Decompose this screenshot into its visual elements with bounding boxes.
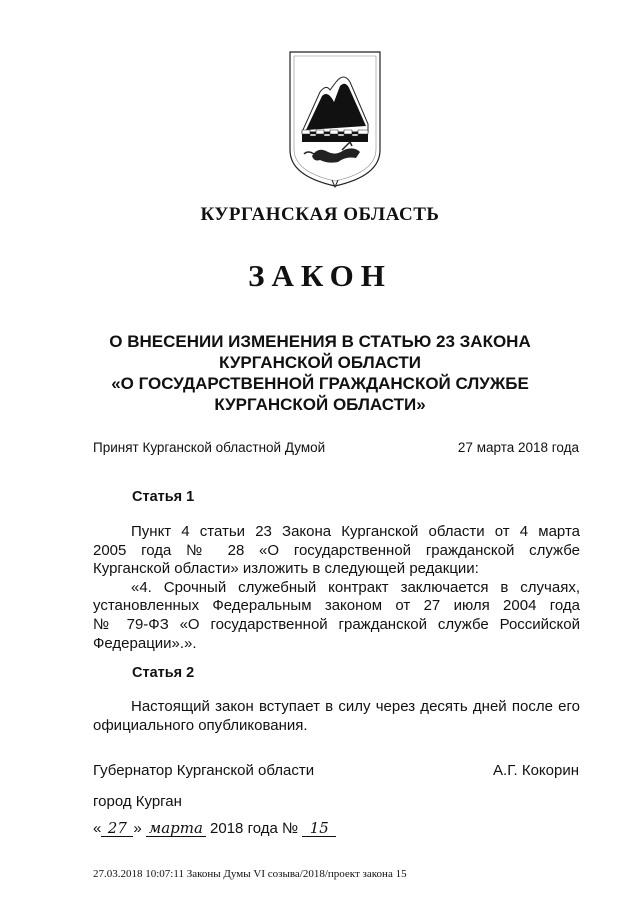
law-title [90, 331, 550, 415]
signature-line [93, 762, 579, 779]
document-footer: 27.03.2018 10:07:11 Законы Думы VI созыва/2018/проект закона 15 [93, 868, 407, 880]
open-quote: « [93, 820, 102, 837]
adoption-line [93, 440, 579, 455]
law-title-line: «О ГОСУДАРСТВЕННОЙ ГРАЖДАНСКОЙ СЛУЖБЕ [111, 374, 529, 393]
law-title-line: О ВНЕСЕНИИ ИЗМЕНЕНИЯ В СТАТЬЮ 23 ЗАКОНА [109, 332, 531, 351]
law-title-line: КУРГАНСКОЙ ОБЛАСТИ» [214, 395, 426, 414]
city-line [93, 793, 579, 810]
coat-of-arms-emblem [284, 46, 386, 188]
handwritten-month: марта [146, 821, 206, 837]
adoption-date: 27 марта 2018 года [457, 440, 579, 455]
year-text: 2018 года № [210, 820, 299, 837]
article-1-text [93, 523, 580, 653]
article-2-text [93, 698, 580, 735]
text-line: официального опубликования. [93, 716, 308, 734]
close-quote: » [133, 820, 142, 837]
text-line: Курганской области» изложить в следующей редакции: [93, 560, 479, 578]
text-line: установленных Федеральным законом от 27 июля 2004 года [93, 597, 580, 615]
signatory-name: А.Г. Кокорин [493, 762, 579, 779]
adopted-by: Принят Курганской областной Думой [93, 440, 326, 455]
text-line: Настоящий закон вступает в силу через десять дней после его [131, 698, 580, 715]
handwritten-number: 15 [302, 821, 336, 837]
region-heading: КУРГАНСКАЯ ОБЛАСТЬ [200, 204, 440, 225]
text-line: «4. Срочный служебный контракт заключается в случаях, [131, 578, 580, 596]
text-line: 2005 года № 28 «О государственной гражданской службе [93, 541, 580, 559]
text-line: Пункт 4 статьи 23 Закона Курганской области от 4 марта [131, 523, 580, 540]
law-title-line: КУРГАНСКОЙ ОБЛАСТИ [219, 353, 421, 372]
signatory-position: Губернатор Курганской области [93, 762, 315, 779]
article-2-heading: Статья 2 [132, 665, 195, 681]
handwritten-day: 27 [101, 821, 133, 837]
text-line: № 79-ФЗ «О государственной гражданской службе Российской [93, 615, 580, 633]
city: город Курган [93, 793, 182, 810]
article-1-heading: Статья 1 [132, 489, 195, 505]
document-type-heading: ЗАКОН [248, 258, 392, 293]
signing-date-line [93, 820, 336, 837]
text-line: Федерации».». [93, 634, 197, 652]
